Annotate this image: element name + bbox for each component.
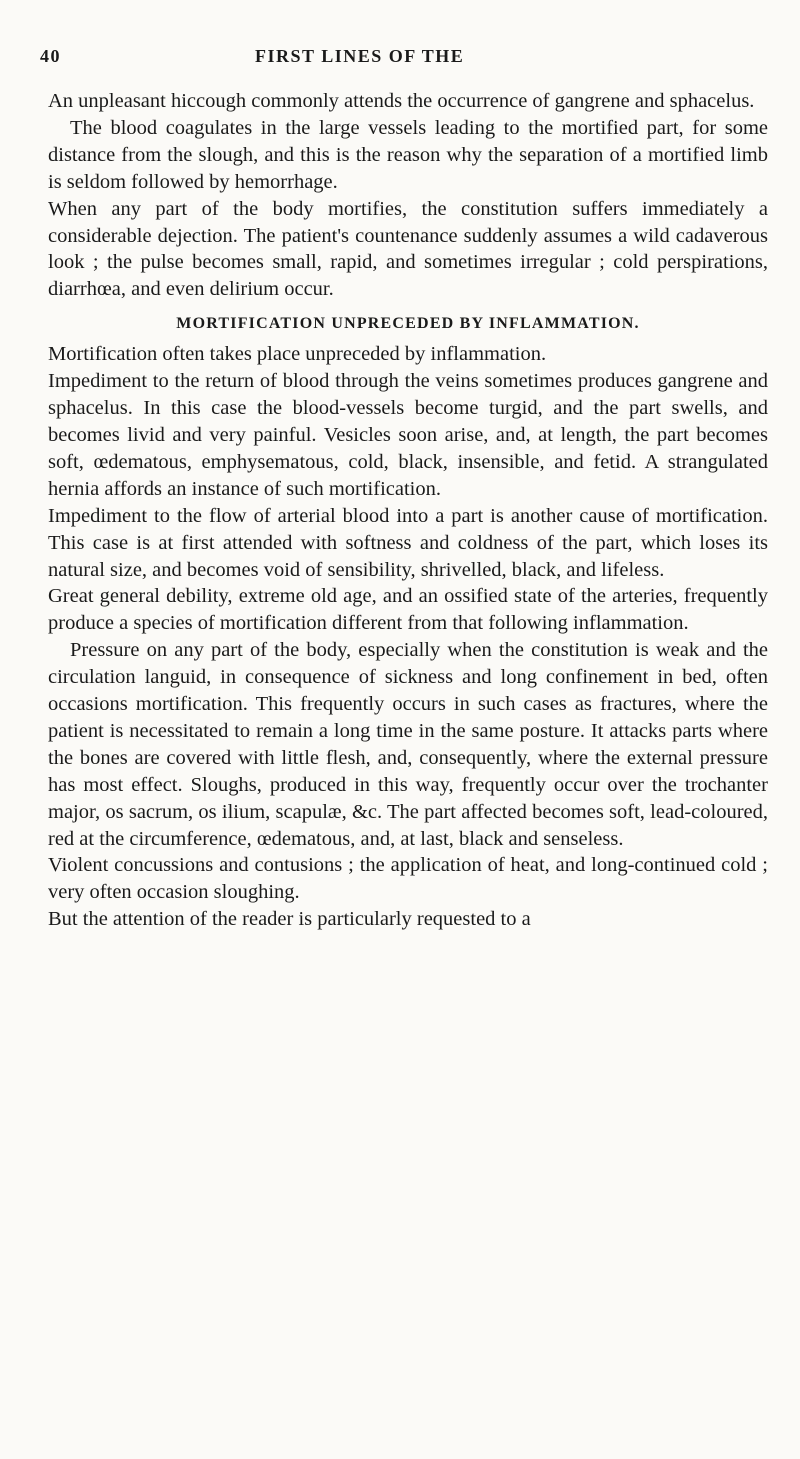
paragraph-hiccough: An unpleasant hiccough commonly attends the occurrence of gangrene and sphacelus. xyxy=(48,90,755,112)
paragraph-constitution: When any part of the body mortifies, the constitution suffers immediately a considerable dejection. The patient's countenance suddenly assumes a wild cadaverous look ; the pulse becomes small, rapid, and sometimes irregular ; cold perspirations, diarrhœa, and even delirium occur. xyxy=(48,197,768,301)
paragraph-unpreceded: Mortification often takes place unpreceded by inflammation. xyxy=(48,343,547,366)
paragraph-arterial-impediment: Impediment to the flow of arterial blood into a part is another cause of mortification. This case is at first attended with softness and coldness of the part, which loses its natural size, and becomes void of sensibility, shrivelled, black, and lifeless. xyxy=(48,504,768,581)
paragraph-blood-coagulates: The blood coagulates in the large vessels leading to the mortified part, for some distance from the slough, and this is the reason why the separation of a mortified limb is seldom followed by hemorrhage. xyxy=(48,116,768,193)
running-head: FIRST LINES OF THE xyxy=(255,46,465,66)
paragraph-concussions: Violent concussions and contusions ; the application of heat, and long-continued cold ; very often occasion sloughing. xyxy=(48,854,768,904)
body-text xyxy=(48,88,768,933)
paragraph-venous-impediment: Impediment to the return of blood through the veins sometimes produces gangrene and sphacelus. In this case the blood-vessels become turgid, and the part swells, and becomes livid and very painful. Vesicles soon arise, and, at length, the part becomes soft, œdematous, emphysematous, cold, black, insensible, and fetid. A strangulated hernia affords an instance of such mortification. xyxy=(48,370,768,500)
page-number: 40 xyxy=(40,46,61,66)
section-heading: MORTIFICATION UNPRECEDED BY INFLAMMATION. xyxy=(176,315,640,333)
paragraph-attention: But the attention of the reader is particularly requested to a xyxy=(48,908,531,931)
paragraph-pressure: Pressure on any part of the body, especially when the constitution is weak and the circulation languid, in consequence of sickness and long confinement in bed, often occasions mortification. This frequently occurs in such cases as fractures, where the patient is necessitated to remain a long time in the same posture. It attacks parts where the bones are covered with little flesh, and, consequently, where the external pressure has most effect. Sloughs, produced in this way, frequently occur over the trochanter major, os sacrum, os ilium, scapulæ, &c. The part affected becomes soft, lead-coloured, red at the circumference, œdematous, and, at last, black and senseless. xyxy=(48,639,768,850)
page-header xyxy=(40,46,760,70)
paragraph-debility: Great general debility, extreme old age, and an ossified state of the arteries, frequently produce a species of mortification different from that following inflammation. xyxy=(48,585,768,635)
